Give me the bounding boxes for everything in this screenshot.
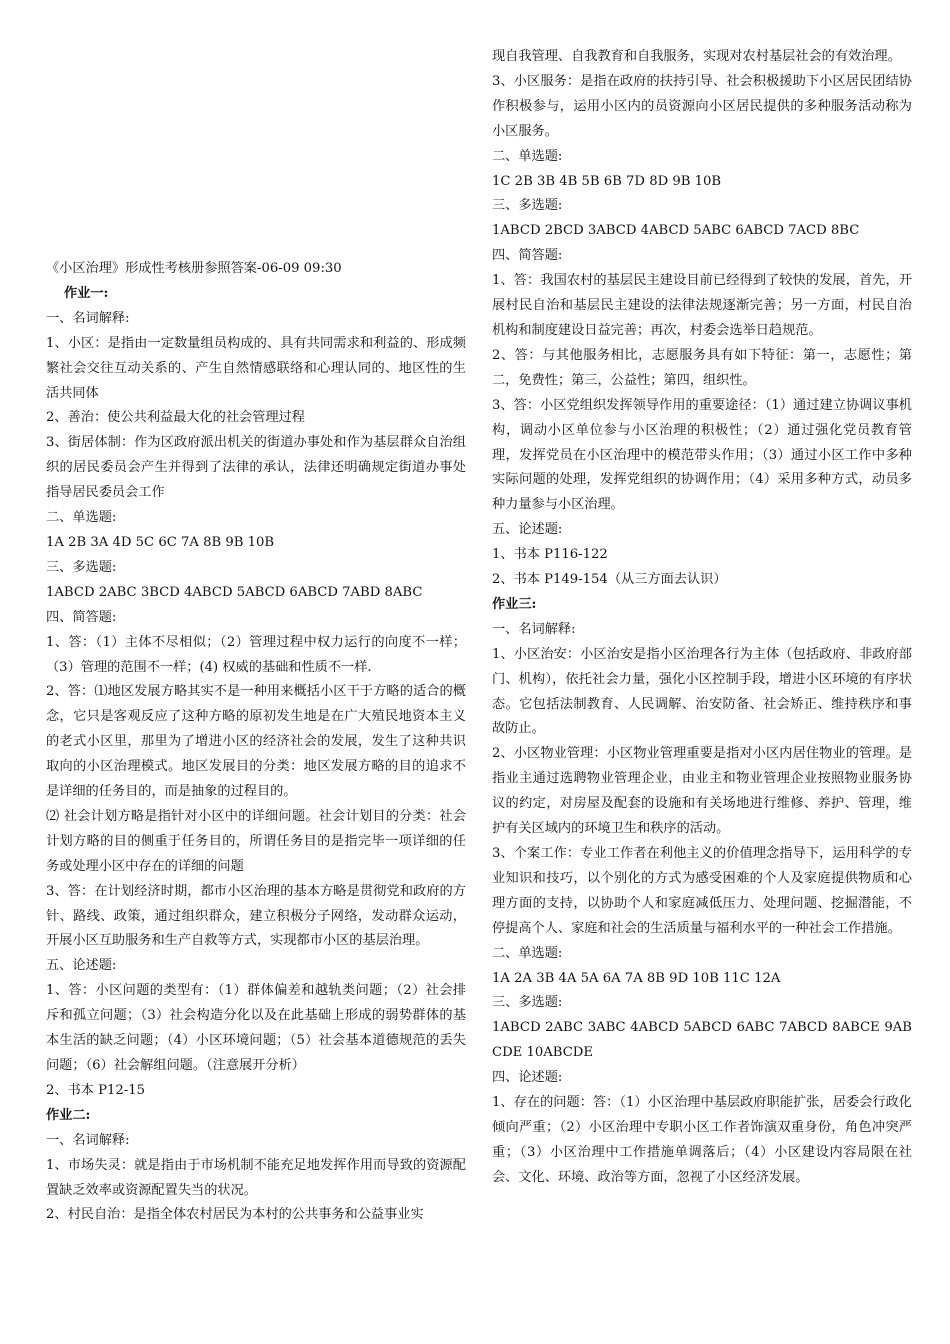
right-paragraph: 3、个案工作：专业工作者在利他主义的价值理念指导下，运用科学的专业知识和技巧，以个别化的方式为感受困难的个人及家庭提供物质和心理方面的支持，以协助个人和家庭减低压力、处理问题、挖掘潜能，不停提高个人、家庭和社会的生活质量与福利水平的一种社会工作措施。 bbox=[492, 846, 912, 936]
left-paragraph: 2、书本 P12-15 bbox=[46, 1082, 146, 1098]
left-paragraph: 1ABCD 2ABC 3BCD 4ABCD 5ABCD 6ABCD 7ABD 8ABC bbox=[46, 584, 423, 600]
left-paragraph: 2、善治：使公共利益最大化的社会管理过程 bbox=[46, 410, 305, 426]
right-paragraph: 1C 2B 3B 4B 5B 6B 7D 8D 9B 10B bbox=[492, 173, 722, 189]
right-paragraph: 1ABCD 2ABC 3ABC 4ABCD 5ABCD 6ABC 7ABCD 8ABCE 9ABCDE 10ABCDE bbox=[492, 1020, 912, 1061]
section-heading: 三、多选题: bbox=[46, 559, 117, 575]
left-paragraph: ⑵ 社会计划方略是指针对小区中的详细问题。社会计划目的分类：社会计划方略的目的侧重于任务目的，所谓任务目的是指完毕一项详细的任务或处理小区中存在的详细的问题 bbox=[46, 808, 466, 874]
section-heading: 四、简答题: bbox=[492, 248, 563, 264]
section-heading: 二、单选题: bbox=[492, 148, 563, 164]
section-heading: 五、论述题: bbox=[492, 522, 563, 538]
right-paragraph: 2、小区物业管理：小区物业管理重要是指对小区内居住物业的管理。是指业主通过选聘物业管理企业，由业主和物业管理企业按照物业服务协议的约定，对房屋及配套的设施和有关场地进行维修、养护、管理，维护有关区域内的环境卫生和秩序的活动。 bbox=[492, 746, 912, 837]
left-paragraph: 1、市场失灵：就是指由于市场机制不能充足地发挥作用而导致的资源配置缺乏效率或资源配置失当的状况。 bbox=[46, 1157, 466, 1198]
assignment-heading: 作业一: bbox=[64, 285, 109, 301]
section-heading: 二、单选题: bbox=[46, 510, 117, 526]
right-paragraph: 1ABCD 2BCD 3ABCD 4ABCD 5ABC 6ABCD 7ACD 8BC bbox=[492, 223, 860, 239]
right-paragraph: 1A 2A 3B 4A 5A 6A 7A 8B 9D 10B 11C 12A bbox=[492, 970, 781, 986]
left-paragraph: 1、答：小区问题的类型有：（1）群体偏差和越轨类问题；（2）社会排斥和孤立问题；（3）社会构造分化以及在此基础上形成的弱势群体的基本生活的缺乏问题；（4）小区环境问题；（5）社会基本道德规范的丢失问题；（6）社会解组问题。（注意展开分析） bbox=[46, 983, 466, 1073]
left-paragraph: 1、小区：是指由一定数量组员构成的、具有共同需求和利益的、形成频繁社会交往互动关系的、产生自然情感联络和心理认同的、地区性的生活共同体 bbox=[46, 335, 466, 401]
section-heading: 四、简答题: bbox=[46, 609, 117, 625]
left-paragraph: 1、答：（1）主体不尽相似；（2）管理过程中权力运行的向度不一样；（3）管理的范围不一样；(4) 权威的基础和性质不一样. bbox=[46, 634, 466, 675]
section-heading: 三、多选题: bbox=[492, 995, 563, 1011]
left-column bbox=[46, 0, 466, 1228]
section-heading: 一、名词解释: bbox=[46, 310, 130, 326]
right-paragraph: 2、答：与其他服务相比，志愿服务具有如下特征：第一，志愿性；第二，免费性；第三，公益性；第四，组织性。 bbox=[492, 347, 912, 388]
right-paragraph: 3、答：小区党组织发挥领导作用的重要途径：（1）通过建立协调议事机构，调动小区单位参与小区治理的积极性；（2）通过强化党员教育管理，发挥党员在小区治理中的模范带头作用；（3）通过小区工作中多种实际问题的处理，发挥党组织的协调作用；（4）采用多种方式，动员多种力量参与小区治理。 bbox=[492, 397, 912, 513]
section-heading: 四、论述题: bbox=[492, 1070, 563, 1086]
right-paragraph: 3、小区服务：是指在政府的扶持引导、社会积极援助下小区居民团结协作积极参与，运用小区内的员资源向小区居民提供的多种服务活动称为小区服务。 bbox=[492, 73, 912, 139]
right-paragraph: 2、书本 P149-154（从三方面去认识） bbox=[492, 572, 727, 588]
left-paragraph: 3、街居体制：作为区政府派出机关的街道办事处和作为基层群众自治组织的居民委员会产生并得到了法律的承认，法律还明确规定街道办事处指导居民委员会工作 bbox=[46, 435, 466, 501]
document-title: 《小区治理》形成性考核册参照答案-06-09 09:30 bbox=[46, 261, 342, 276]
right-paragraph: 1、小区治安：小区治安是指小区治理各行为主体（包括政府、非政府部门、机构），依托社会力量，强化小区控制手段，增进小区环境的有序状态。它包括法制教育、人民调解、治安防备、社会矫正、维持秩序和事故防止。 bbox=[492, 646, 912, 737]
left-paragraph: 1A 2B 3A 4D 5C 6C 7A 8B 9B 10B bbox=[46, 534, 275, 550]
left-paragraph: 2、村民自治：是指全体农村居民为本村的公共事务和公益事业实 bbox=[46, 1207, 424, 1223]
section-heading: 一、名词解释: bbox=[46, 1132, 130, 1148]
section-heading: 三、多选题: bbox=[492, 198, 563, 214]
section-heading: 一、名词解释: bbox=[492, 621, 576, 637]
right-paragraph: 1、存在的问题：答：（1）小区治理中基层政府职能扩张，居委会行政化倾向严重；（2）小区治理中专职小区工作者饰演双重身份，角色冲突严重；（3）小区治理中工作措施单调落后；（4）小区建设内容局限在社会、文化、环境、政治等方面，忽视了小区经济发展。 bbox=[492, 1095, 912, 1185]
assignment-heading: 作业三: bbox=[492, 596, 537, 612]
right-paragraph: 现自我管理、自我教育和自我服务，实现对农村基层社会的有效治理。 bbox=[492, 49, 901, 64]
assignment-heading: 作业二: bbox=[46, 1107, 91, 1123]
section-heading: 五、论述题: bbox=[46, 958, 117, 974]
left-paragraph: 2、答：⑴地区发展方略其实不是一种用来概括小区干于方略的适合的概念，它只是客观反应了这种方略的原初发生地是在广大殖民地资本主义的老式小区里，那里为了增进小区的经济社会的发展，发生了这种共识取向的小区治理模式。地区发展目的分类：地区发展方略的目的追求不是详细的任务目的，而是抽象的过程目的。 bbox=[46, 684, 466, 800]
right-paragraph: 1、答：我国农村的基层民主建设目前已经得到了较快的发展，首先，开展村民自治和基层民主建设的法律法规逐渐完善；另一方面，村民自治机构和制度建设日益完善；再次，村委会选举日趋规范。 bbox=[492, 273, 912, 338]
section-heading: 二、单选题: bbox=[492, 945, 563, 961]
right-column bbox=[492, 0, 912, 1191]
right-paragraph: 1、书本 P116-122 bbox=[492, 547, 608, 563]
left-paragraph: 3、答：在计划经济时期，都市小区治理的基本方略是贯彻党和政府的方针、路线、政策，通过组织群众，建立积极分子网络，发动群众运动，开展小区互助服务和生产自救等方式，实现都市小区的基层治理。 bbox=[46, 883, 466, 949]
